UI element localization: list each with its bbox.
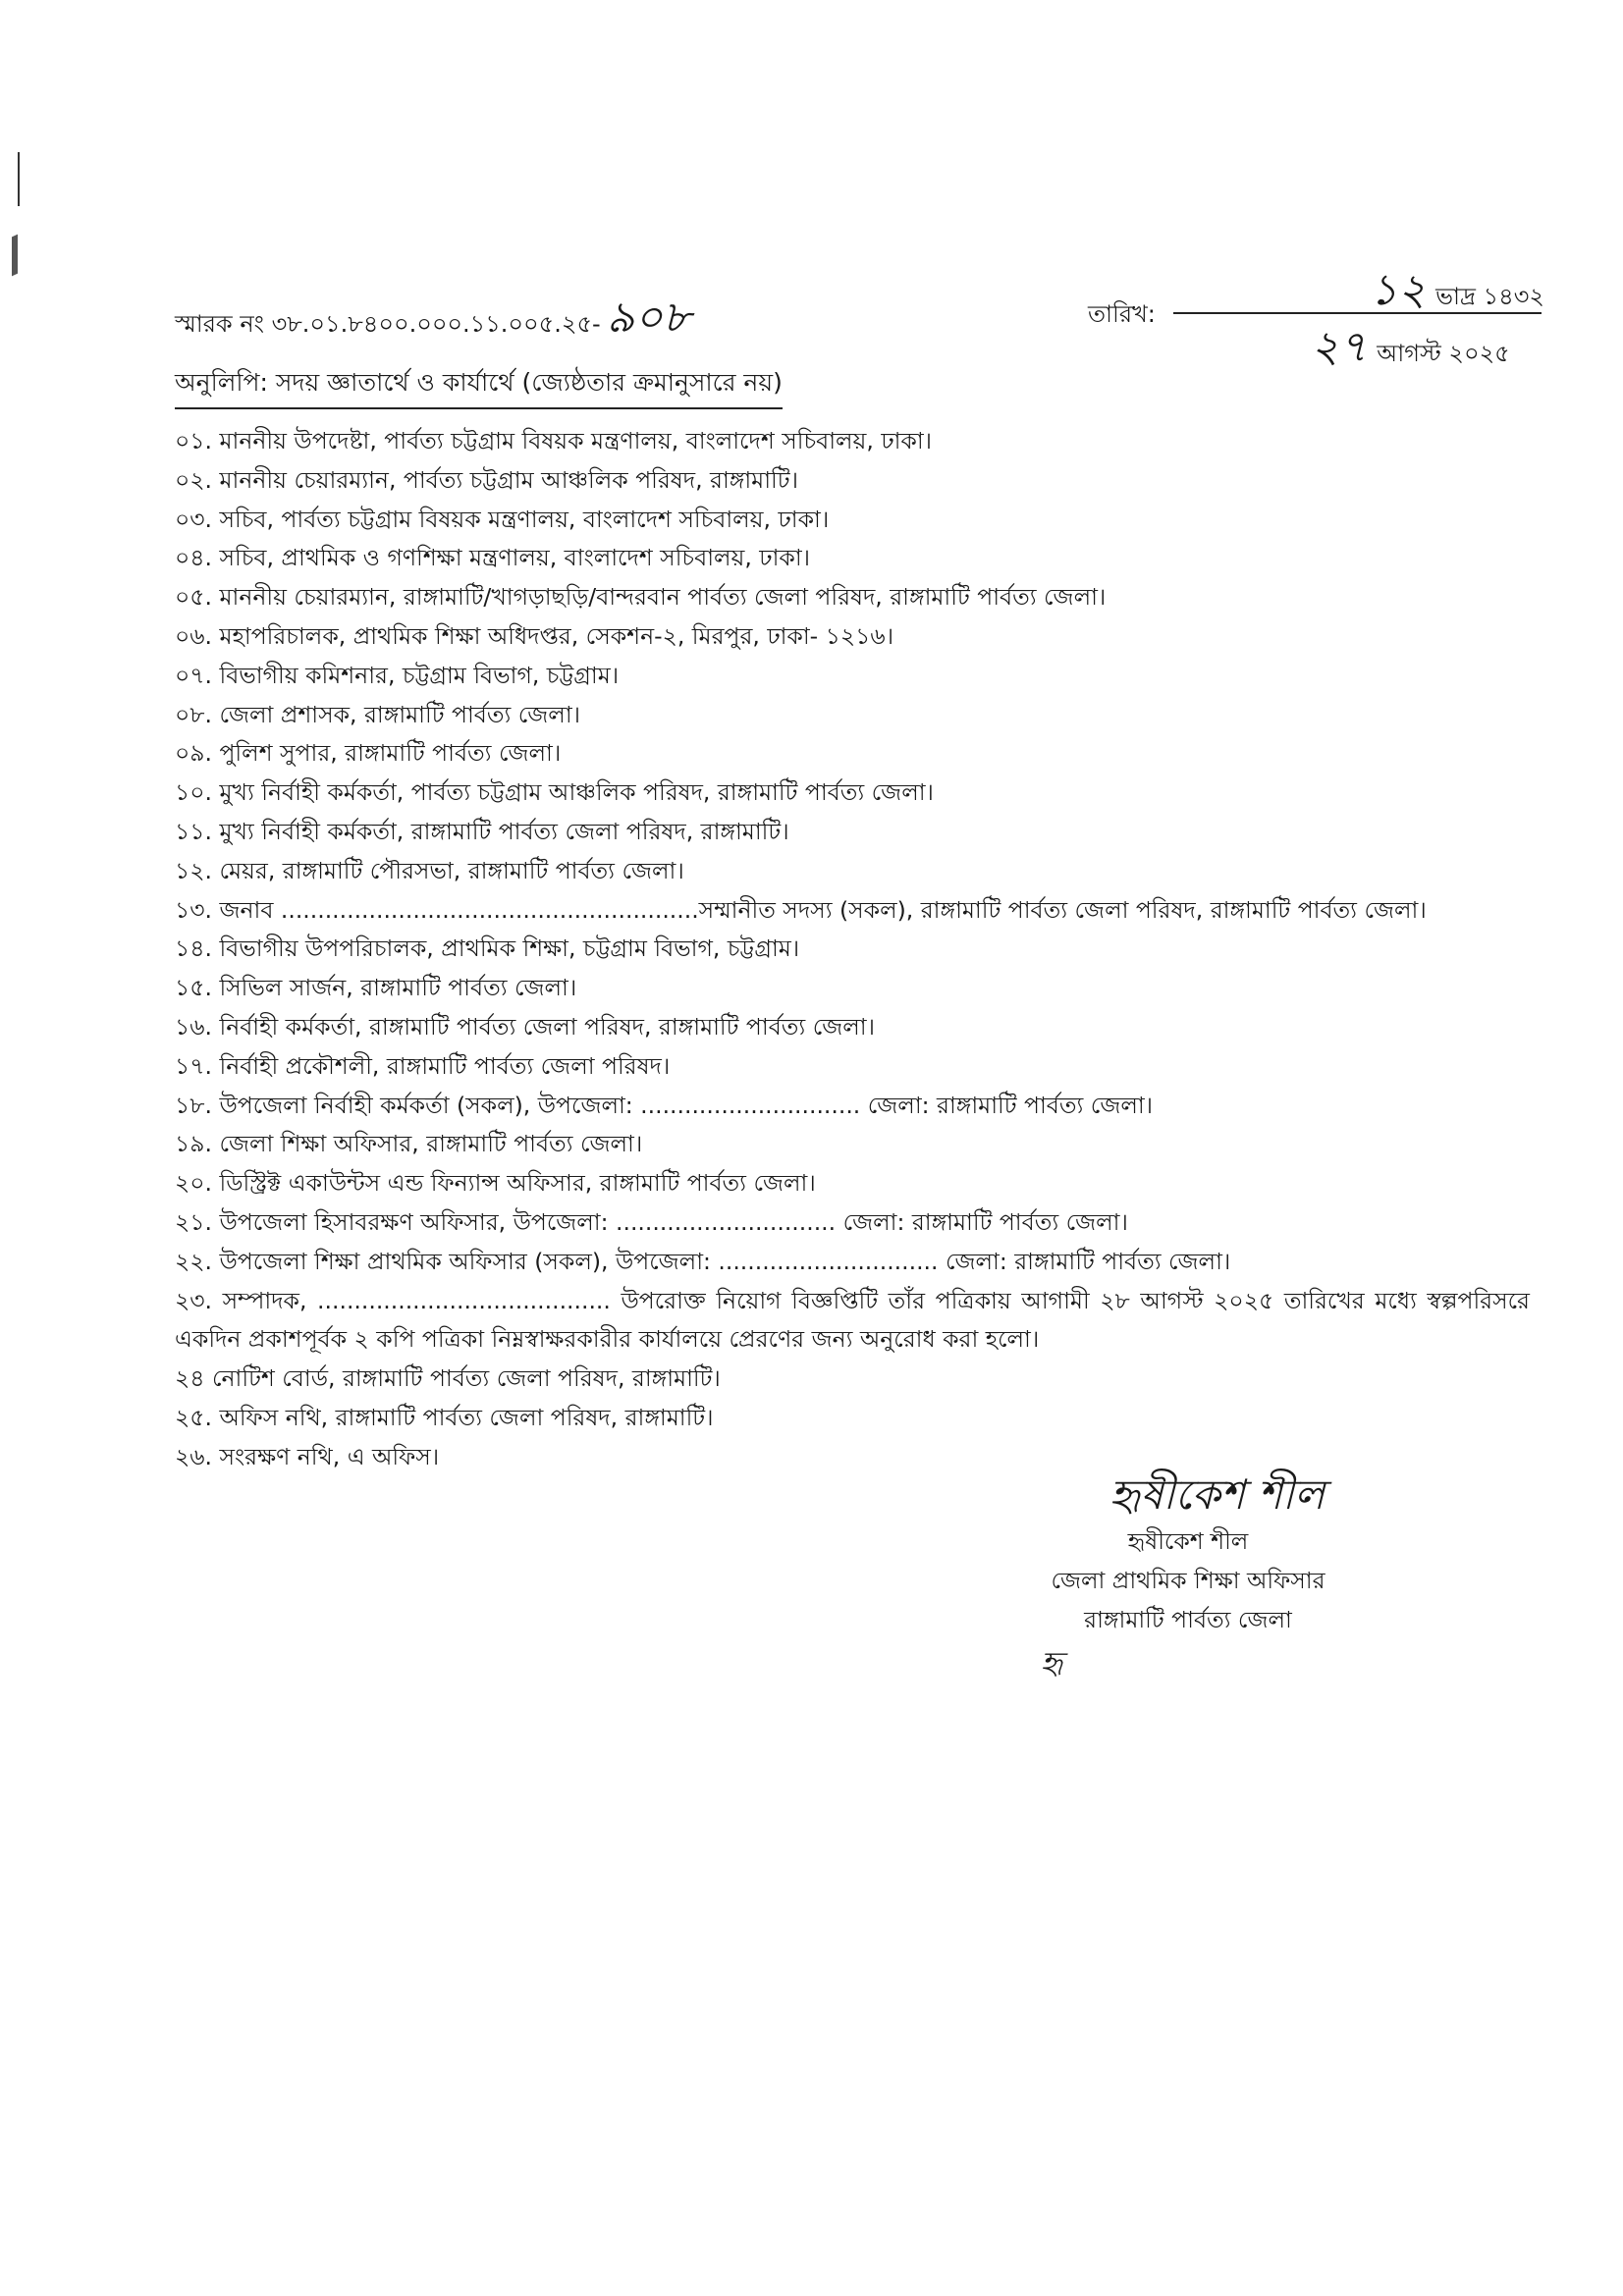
memo-number xyxy=(175,285,690,356)
signatory-office: রাঙ্গামাটি পার্বত্য জেলা xyxy=(1084,1606,1292,1633)
list-item: ২২. উপজেলা শিক্ষা প্রাথমিক অফিসার (সকল), উপজেলা: .............................. জেলা: রাঙ্গামাটি পার্বত্য জেলা। xyxy=(175,1247,1231,1275)
signature-block xyxy=(982,1522,1394,1639)
list-item: ১৪. বিভাগীয় উপপরিচালক, প্রাথমিক শিক্ষা, চট্টগ্রাম বিভাগ, চট্টগ্রাম। xyxy=(175,934,800,963)
list-item: ০৩. সচিব, পার্বত্য চট্টগ্রাম বিষয়ক মন্ত্রণালয়, বাংলাদেশ সচিবালয়, ঢাকা। xyxy=(175,505,830,533)
memo-label: স্মারক নং ৩৮.০১.৮৪০০.০০০.১১.০০৫.২৫- xyxy=(175,310,601,338)
list-item: ১৫. সিভিল সার্জন, রাঙ্গামাটি পার্বত্য জেলা। xyxy=(175,974,577,1002)
list-item: ১০. মুখ্য নির্বাহী কর্মকর্তা, পার্বত্য চট্টগ্রাম আঞ্চলিক পরিষদ, রাঙ্গামাটি পার্বত্য জেলা। xyxy=(175,778,934,807)
list-item: ২০. ডিস্ট্রিক্ট একাউন্টস এন্ড ফিন্যান্স অফিসার, রাঙ্গামাটি পার্বত্য জেলা। xyxy=(175,1169,816,1198)
copy-heading: অনুলিপি: সদয় জ্ঞাতার্থে ও কার্যার্থে (জ্যেষ্ঠতার ক্রমানুসারে নয়) xyxy=(175,363,783,409)
list-item: ২৪ নোটিশ বোর্ড, রাঙ্গামাটি পার্বত্য জেলা পরিষদ, রাঙ্গামাটি। xyxy=(175,1364,721,1393)
scan-mark xyxy=(12,235,18,277)
list-item: ১৮. উপজেলা নির্বাহী কর্মকর্তা (সকল), উপজেলা: .............................. জেলা: রাঙ্গামাটি পার্বত্য জেলা। xyxy=(175,1091,1154,1119)
signatory-designation: জেলা প্রাথমিক শিক্ষা অফিসার xyxy=(1051,1567,1325,1594)
signatory-name: হৃষীকেশ শীল xyxy=(1127,1527,1249,1555)
date-label: তারিখ: xyxy=(1088,300,1156,328)
list-item: ০৮. জেলা প্রশাসক, রাঙ্গামাটি পার্বত্য জেলা। xyxy=(175,700,581,728)
handwritten-initials: হৃ xyxy=(1041,1646,1063,1681)
list-item: ০৬. মহাপরিচালক, প্রাথমিক শিক্ষা অধিদপ্তর, সেকশন-২, মিরপুর, ঢাকা- ১২১৬। xyxy=(175,621,894,650)
list-item: ১২. মেয়র, রাঙ্গামাটি পৌরসভা, রাঙ্গামাটি পার্বত্য জেলা। xyxy=(175,856,684,884)
list-item: ০৫. মাননীয় চেয়ারম্যান, রাঙ্গামাটি/খাগড়াছড়ি/বান্দরবান পার্বত্য জেলা পরিষদ, রাঙ্গামাটি পার্বত্য জেলা। xyxy=(175,583,1107,612)
list-item: ০২. মাননীয় চেয়ারম্যান, পার্বত্য চট্টগ্রাম আঞ্চলিক পরিষদ, রাঙ্গামাটি। xyxy=(175,465,798,494)
handwritten-signature: হৃষীকেশ শীল xyxy=(1109,1470,1325,1519)
bangla-day: ১২ xyxy=(1370,265,1427,315)
list-item: ০৪. সচিব, প্রাথমিক ও গণশিক্ষা মন্ত্রণালয়, বাংলাদেশ সচিবালয়, ঢাকা। xyxy=(175,544,811,572)
list-item: ১৩. জনাব .........................................................সম্মানীত সদস্য (সকল), রাঙ্গামাটি পার্বত্য জেলা পরিষদ, রাঙ্গামাটি পার্বত্য জেলা। xyxy=(175,895,1427,924)
list-item: ০১. মাননীয় উপদেষ্টা, পার্বত্য চট্টগ্রাম বিষয়ক মন্ত্রণালয়, বাংলাদেশ সচিবালয়, ঢাকা। xyxy=(175,427,933,454)
date-english xyxy=(1311,314,1510,386)
list-item: ০৯. পুলিশ সুপার, রাঙ্গামাটি পার্বত্য জেলা। xyxy=(175,739,562,768)
bangla-month-year: ভাদ্র ১৪৩২ xyxy=(1435,283,1544,310)
list-item: ২১. উপজেলা হিসাবরক্ষণ অফিসার, উপজেলা: .............................. জেলা: রাঙ্গামাটি পার্বত্য জেলা। xyxy=(175,1207,1128,1236)
english-day: ২৭ xyxy=(1311,322,1368,372)
list-item: ২৫. অফিস নথি, রাঙ্গামাটি পার্বত্য জেলা পরিষদ, রাঙ্গামাটি। xyxy=(175,1403,714,1431)
list-item: ১৬. নির্বাহী কর্মকর্তা, রাঙ্গামাটি পার্বত্য জেলা পরিষদ, রাঙ্গামাটি পার্বত্য জেলা। xyxy=(175,1012,875,1041)
recipient-list xyxy=(175,422,1530,1477)
list-item: ১১. মুখ্য নির্বাহী কর্মকর্তা, রাঙ্গামাটি পার্বত্য জেলা পরিষদ, রাঙ্গামাটি। xyxy=(175,817,789,845)
list-item: ২৩. সম্পাদক, ........................................ উপরোক্ত নিয়োগ বিজ্ঞপ্তিটি তাঁর পত্রিকায় আগামী ২৮ আগস্ট ২০২৫ তারিখের মধ্যে স্বল্পপরিসরে একদিন প্রকাশপূর্বক ২ কপি পত্রিকা নিম্নস্বাক্ষরকারীর কার্যালয়ে প্রেরণের জন্য অনুরোধ করা হলো। xyxy=(175,1286,1530,1354)
list-item: ২৬. সংরক্ষণ নথি, এ অফিস। xyxy=(175,1442,440,1470)
list-item: ১৯. জেলা শিক্ষা অফিসার, রাঙ্গামাটি পার্বত্য জেলা। xyxy=(175,1130,643,1158)
scan-mark xyxy=(18,152,20,206)
list-item: ০৭. বিভাগীয় কমিশনার, চট্টগ্রাম বিভাগ, চট্টগ্রাম। xyxy=(175,661,620,689)
list-item: ১৭. নির্বাহী প্রকৌশলী, রাঙ্গামাটি পার্বত্য জেলা পরিষদ। xyxy=(175,1051,671,1080)
english-month-year: আগস্ট ২০২৫ xyxy=(1377,340,1510,367)
memo-handwritten-number: ৯০৮ xyxy=(606,293,691,343)
